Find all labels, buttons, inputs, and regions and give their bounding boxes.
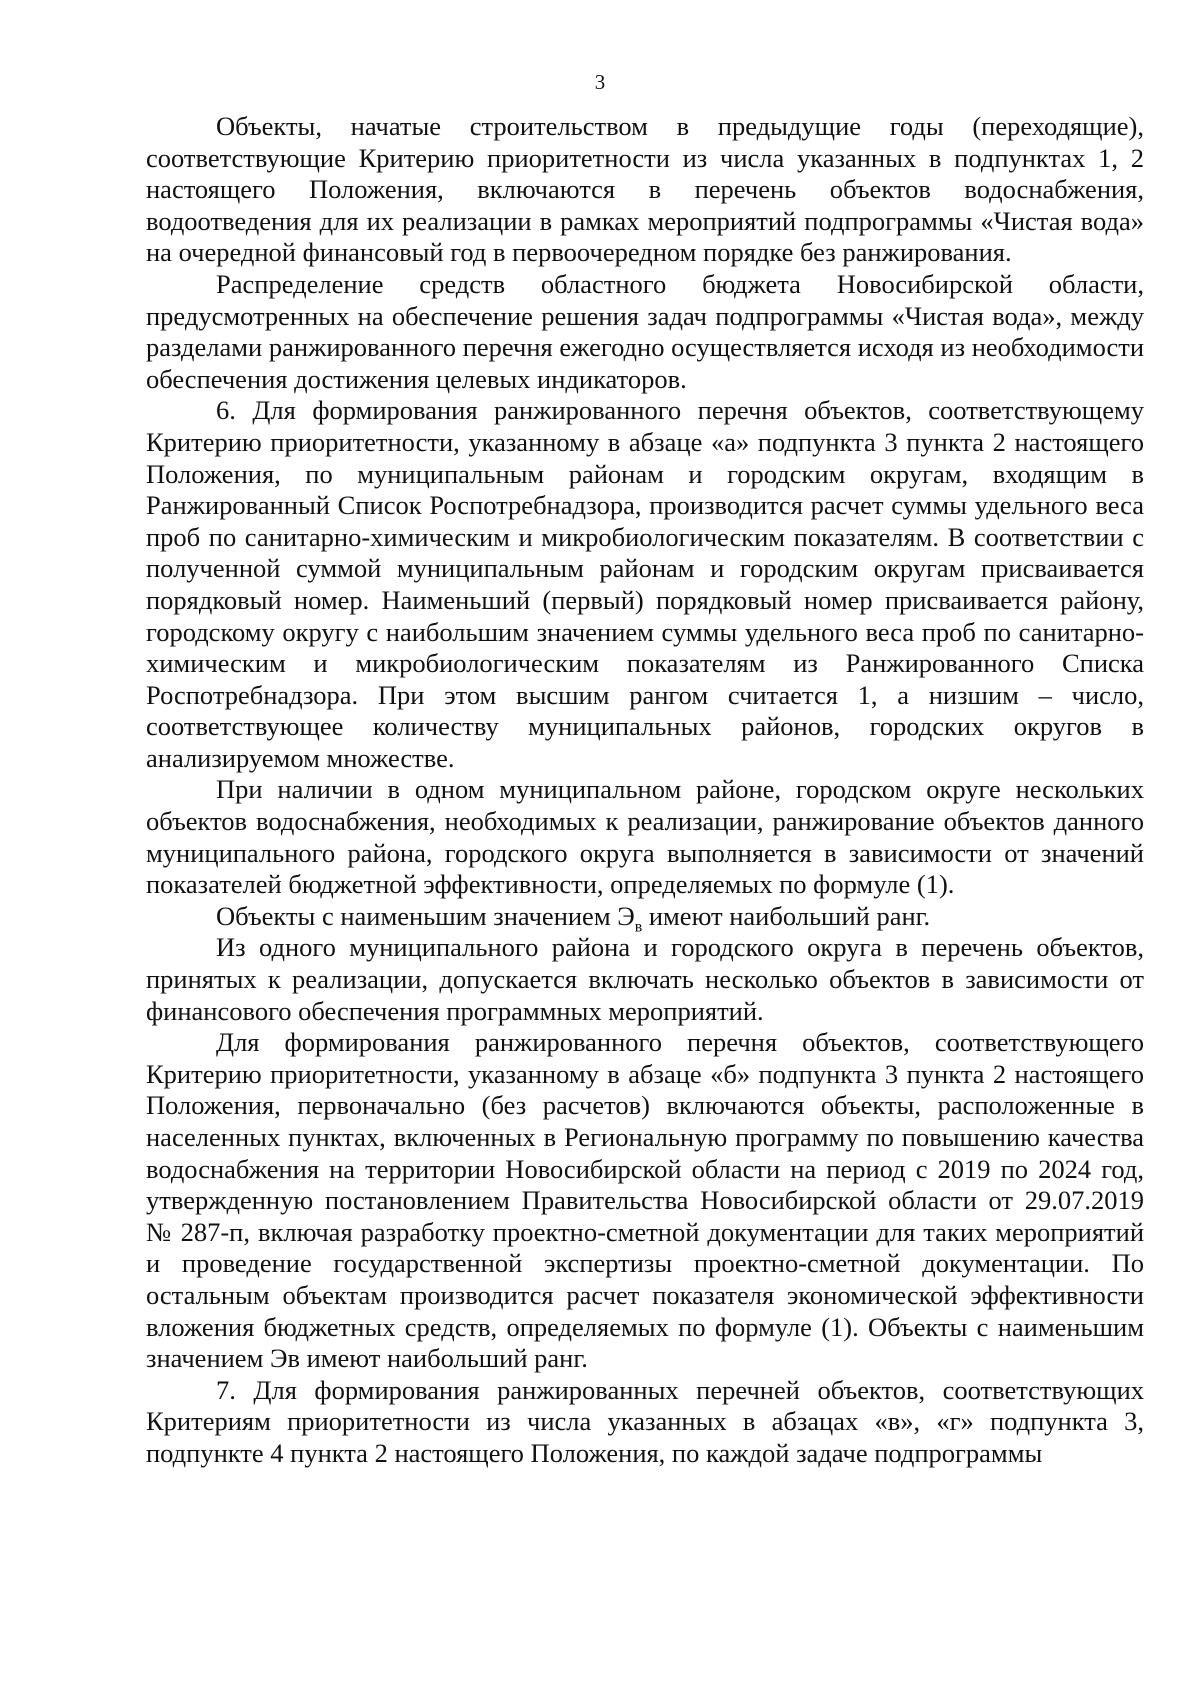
document-body: [146, 111, 1144, 1470]
paragraph-budget-distribution: Распределение средств областного бюджета Новосибирской области, предусмотренных на обеспечение решения задач подпрограммы «Чистая вода», между разделами ранжированного перечня ежегодно осуществляется исходя из необходимости обеспечения достижения целевых индикаторов.: [146, 268, 1144, 394]
rank-rule-text: Объекты с наименьшим значением Э: [216, 900, 635, 931]
paragraph-transitional-objects: Объекты, начатые строительством в предыдущие годы (переходящие), соответствующие Критерию приоритетности из числа указанных в подпунктах 1, 2 настоящего Положения, включаются в перечень объектов водоснабжения, водоотведения для их реализации в рамках мероприятий подпрограммы «Чистая вода» на очередной финансовый год в первоочередном порядке без ранжирования.: [146, 111, 1144, 268]
paragraph-inclusion: Из одного муниципального района и городского округа в перечень объектов, принятых к реализации, допускается включать несколько объектов в зависимости от финансового обеспечения программных мероприятий.: [146, 932, 1144, 1026]
rank-rule-subscript: в: [634, 918, 643, 936]
paragraph-multiple-objects: При наличии в одном муниципальном районе, городском округе нескольких объектов водоснабжения, необходимых к реализации, ранжирование объектов данного муниципального района, городского округа выполняется в зависимости от значений показателей бюджетной эффективности, определяемых по формуле (1).: [146, 774, 1144, 900]
rank-rule-text-end: имеют наибольший ранг.: [642, 900, 931, 931]
page-number: 3: [594, 70, 606, 94]
paragraph-rank-rule: [146, 900, 1144, 936]
paragraph-criterion-b: Для формирования ранжированного перечня объектов, соответствующего Критерию приоритетности, указанному в абзаце «б» подпункта 3 пункта 2 настоящего Положения, первоначально (без расчетов) включаются объекты, расположенные в населенных пунктах, включенных в Региональную программу по повышению качества водоснабжения на территории Новосибирской области на период с 2019 по 2024 год, утвержденную постановлением Правительства Новосибирской области от 29.07.2019 № 287-п, включая разработку проектно-сметной документации для таких мероприятий и проведение государственной экспертизы проектно-сметной документации. По остальным объектам производится расчет показателя экономической эффективности вложения бюджетных средств, определяемых по формуле (1). Объекты с наименьшим значением Эв имеют наибольший ранг.: [146, 1027, 1144, 1374]
paragraph-item-6: 6. Для формирования ранжированного перечня объектов, соответствующему Критерию приоритетности, указанному в абзаце «а» подпункта 3 пункта 2 настоящего Положения, по муниципальным районам и городским округам, входящим в Ранжированный Список Роспотребнадзора, производится расчет суммы удельного веса проб по санитарно-химическим и микробиологическим показателям. В соответствии с полученной суммой муниципальным районам и городским округам присваивается порядковый номер. Наименьший (первый) порядковый номер присваивается району, городскому округу с наибольшим значением суммы удельного веса проб по санитарно-химическим и микробиологическим показателям из Ранжированного Списка Роспотребнадзора. При этом высшим рангом считается 1, а низшим – число, соответствующее количеству муниципальных районов, городских округов в анализируемом множестве.: [146, 395, 1144, 773]
paragraph-item-7: 7. Для формирования ранжированных перечней объектов, соответствующих Критериям приоритетности из числа указанных в абзацах «в», «г» подпункта 3, подпункте 4 пункта 2 настоящего Положения, по каждой задаче подпрограммы: [146, 1374, 1144, 1468]
